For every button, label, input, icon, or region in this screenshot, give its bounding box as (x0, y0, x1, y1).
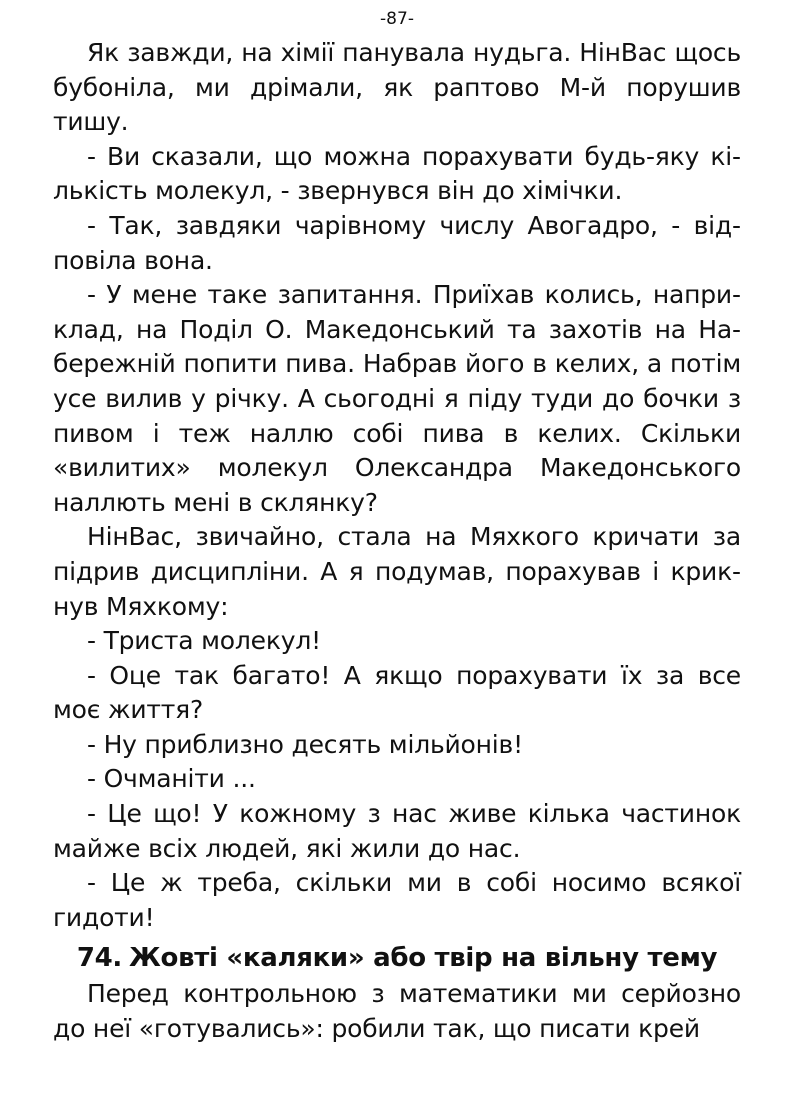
paragraph-7: - Оце так багато! А якщо порахувати їх за все моє життя? (53, 660, 741, 725)
chapter-number: 74. (76, 943, 122, 974)
paragraph-9: - Очманіти ... (87, 764, 256, 794)
book-page (53, 6, 741, 1047)
paragraph-3: - Так, завдяки чарівному числу Авогадро, - відповіла вона. (53, 210, 741, 275)
page-number: -87- (380, 9, 414, 29)
paragraph-5: НінВас, звичайно, стала на Мяхкого кричати за підрив дисципліни. А я подумав, порахував і крикнув Мяхкому: (53, 522, 741, 621)
paragraph-10: - Це що! У кожному з нас живе кілька частинок майже всіх людей, які жили до нас. (53, 799, 741, 863)
paragraph-11: - Це ж треба, скільки ми в собі носимо всякої гидоти! (53, 868, 741, 932)
paragraph-6: - Триста молекул! (87, 626, 321, 656)
paragraph-after-heading: Перед контрольною з математики ми серйозно до неї «готувались»: робили так, що писати крей (53, 979, 741, 1044)
paragraph-1: Як завжди, на хімії панувала нудьга. НінВас щось бубоніла, ми дрімали, як раптово М-й порушив тишу. (53, 38, 741, 137)
paragraph-8: - Ну приблизно десять мільйонів! (87, 729, 523, 759)
paragraph-4: - У мене таке запитання. Приїхав колись, наприклад, на Поділ О. Македонський та захотів на Набережній попити пива. Набрав його в келих, а потім усе вилив у річку. А сьогодні я піду туди до бочки з пивом і теж наллю собі пива в келих. Скільки «вилитих» молекул Олександра Македонського наллють мені в склянку? (53, 280, 741, 517)
chapter-title: Жовті «каляки» або твір на вільну тему (128, 943, 718, 974)
chapter-heading (53, 935, 741, 977)
paragraph-2: - Ви сказали, що можна порахувати будь-яку кількість молекул, - звернувся він до хімічки. (53, 141, 741, 206)
